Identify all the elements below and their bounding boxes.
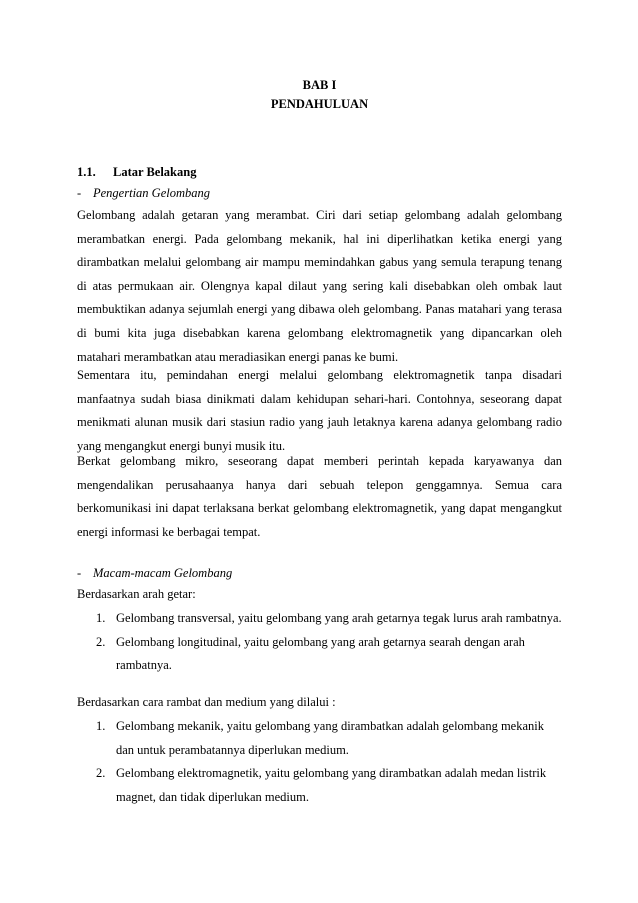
group-heading-arah-getar: Berdasarkan arah getar: bbox=[77, 587, 196, 601]
paragraph-1: Gelombang adalah getaran yang merambat. Ciri dari setiap gelombang adalah gelombang merambatkan energi. Pada gelombang mekanik, hal ini diperlihatkan ketika energi yang dirambatkan melalui gelombang air mampu memindahkan gabus yang semula terapung tenang di atas permukaan air. Olengnya kapal dilaut yang sering kali disebabkan oleh ombak laut membuktikan adanya sejumlah energi yang dibawa oleh gelombang. Panas matahari yang terasa di bumi kita juga disebabkan karena gelombang elektromagnetik yang dipancarkan oleh matahari merambatkan atau meradiasikan energi panas ke bumi. bbox=[77, 208, 562, 364]
list-text: Gelombang transversal, yaitu gelombang yang arah getarnya tegak lurus arah rambatnya. bbox=[116, 611, 562, 625]
list-text: Gelombang elektromagnetik, yaitu gelombang yang dirambatkan adalah medan listrik magnet, dan tidak diperlukan medium. bbox=[116, 766, 547, 804]
subsection-title: Macam-macam Gelombang bbox=[93, 566, 233, 580]
dash-marker: - bbox=[77, 566, 82, 580]
group-heading-cara-rambat: Berdasarkan cara rambat dan medium yang dilalui : bbox=[77, 695, 336, 709]
paragraph-3: Berkat gelombang mikro, seseorang dapat memberi perintah kepada karyawanya dan mengendalikan perusahaanya hanya dari sebuah telepon genggamnya. Semua cara berkomunikasi ini dapat terlaksana berkat gelombang elektromagnetik, yang dapat mengangkut energi informasi ke berbagai tempat. bbox=[77, 454, 562, 539]
section-heading bbox=[77, 165, 196, 180]
section-title: Latar Belakang bbox=[113, 165, 197, 179]
chapter-label: BAB I bbox=[302, 78, 337, 92]
subsection-title: Pengertian Gelombang bbox=[93, 186, 210, 200]
list-number: 2. bbox=[96, 766, 106, 781]
list-item bbox=[96, 715, 562, 762]
list-cara-rambat bbox=[96, 715, 562, 809]
list-number: 2. bbox=[96, 634, 106, 649]
subsection-heading-macam bbox=[77, 566, 232, 581]
subsection-heading-pengertian bbox=[77, 186, 210, 201]
list-item bbox=[96, 762, 562, 809]
list-text: Gelombang longitudinal, yaitu gelombang yang arah getarnya searah dengan arah rambatnya. bbox=[116, 634, 525, 673]
list-text: Gelombang mekanik, yaitu gelombang yang dirambatkan adalah gelombang mekanik dan untuk perambatannya diperlukan medium. bbox=[116, 719, 544, 757]
list-item bbox=[96, 607, 562, 631]
list-arah-getar bbox=[96, 607, 562, 678]
list-item bbox=[96, 631, 562, 678]
dash-marker: - bbox=[77, 186, 82, 200]
list-number: 1. bbox=[96, 611, 106, 625]
list-number: 1. bbox=[96, 719, 106, 733]
paragraph-2: Sementara itu, pemindahan energi melalui gelombang elektromagnetik tanpa disadari manfaatnya sudah biasa dinikmati dalam kehidupan sehari-hari. Contohnya, seseorang dapat menikmati alunan musik dari stasiun radio yang jauh letaknya karena adanya gelombang radio yang mengangkut energi bunyi musik itu. bbox=[77, 368, 562, 453]
chapter-title: PENDAHULUAN bbox=[270, 97, 369, 111]
section-number: 1.1. bbox=[77, 165, 96, 179]
